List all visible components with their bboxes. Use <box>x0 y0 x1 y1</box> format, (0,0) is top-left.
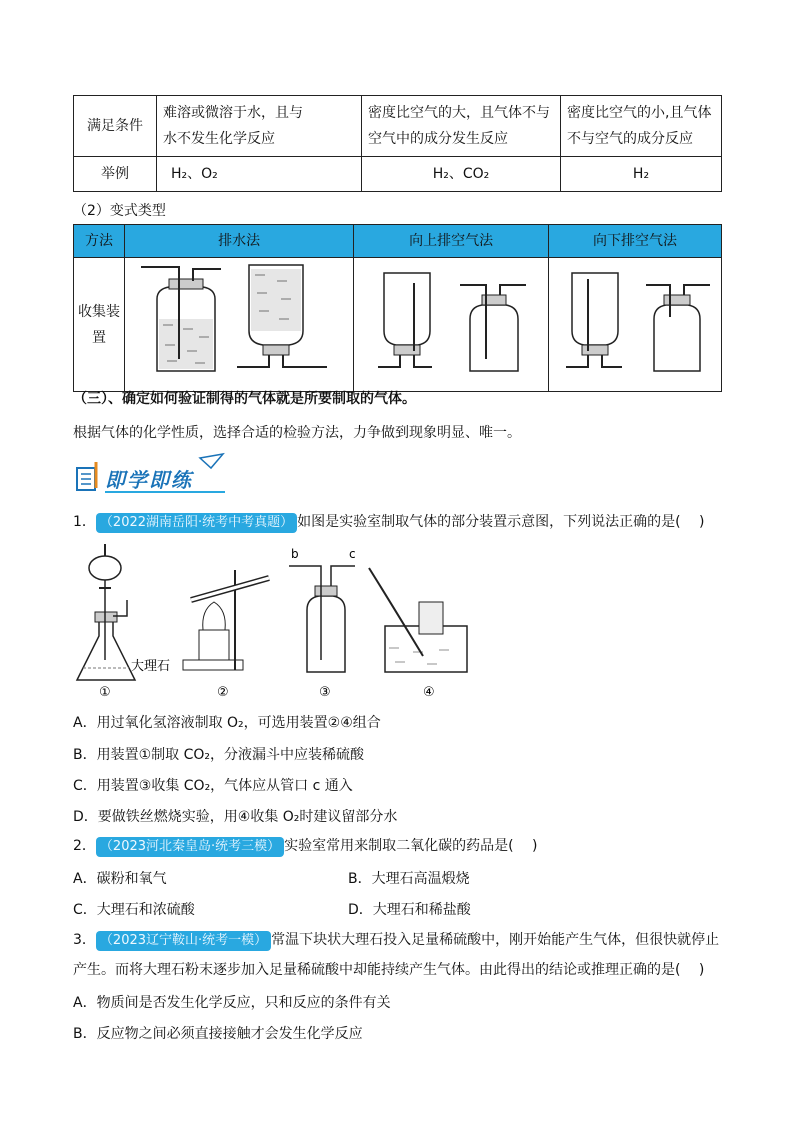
conditions-row <box>74 96 722 157</box>
cond-1-line1: 难溶或微溶于水，且与 <box>163 105 303 121</box>
device-label: 收集装置 <box>74 258 125 392</box>
condition-cell-2 <box>362 96 561 157</box>
method-downward-air: 向下排空气法 <box>549 225 722 258</box>
fig-label-3: ③ <box>319 685 331 700</box>
q2-number: 2． <box>73 838 96 854</box>
cond-2-line2: 空气中的成分发生反应 <box>368 131 508 147</box>
q3-text-line2: 产生。而将大理石粉末逐步加入足量稀硫酸中却能持续产生气体。由此得出的结论或推理正确的是( ) <box>73 962 705 978</box>
q1-text: 如图是实验室制取气体的部分装置示意图，下列说法正确的是( ) <box>297 514 705 530</box>
example-cell-2: H₂、CO₂ <box>362 157 561 192</box>
q3-number: 3． <box>73 932 96 948</box>
q1-option-b[interactable]: B．用装置①制取 CO₂，分液漏斗中应装稀硫酸 <box>73 747 365 763</box>
q2-option-b[interactable]: B．大理石高温煅烧 <box>348 871 470 887</box>
device-water-cell <box>125 258 354 392</box>
fig-label-b: b <box>291 547 299 561</box>
example-label: 举例 <box>74 157 157 192</box>
method-water-displacement: 排水法 <box>125 225 354 258</box>
practice-banner <box>75 452 235 494</box>
fig-marble-label: 大理石 <box>131 659 171 674</box>
section3-title: （三）、确定如何验证制得的气体就是所要制取的气体。 <box>73 391 416 407</box>
practice-banner-text: 即学即练 <box>105 468 193 492</box>
question-3-stem <box>73 928 733 952</box>
question-2-stem <box>73 834 733 858</box>
q1-option-d[interactable]: D．要做铁丝燃烧实验，用④收集 O₂时建议留部分水 <box>73 809 398 825</box>
q2-option-c[interactable]: C．大理石和浓硫酸 <box>73 902 195 918</box>
q3-source-tag: （2023辽宁鞍山·统考一模） <box>96 931 271 951</box>
fig-label-4: ④ <box>423 685 435 700</box>
upward-air-figure <box>356 259 546 381</box>
device-downward-cell <box>549 258 722 392</box>
collection-methods-table <box>73 224 722 392</box>
q1-option-a[interactable]: A．用过氧化氢溶液制取 O₂，可选用装置②④组合 <box>73 715 381 731</box>
example-cell-3: H₂ <box>561 157 722 192</box>
cond-2-line1: 密度比空气的大，且气体不与 <box>368 105 550 121</box>
q2-option-d[interactable]: D．大理石和稀盐酸 <box>348 902 471 918</box>
cond-1-line2: 水不发生化学反应 <box>163 131 275 147</box>
q2-text: 实验室常用来制取二氧化碳的药品是( ) <box>284 838 538 854</box>
condition-cell-3 <box>561 96 722 157</box>
condition-label: 满足条件 <box>74 96 157 157</box>
water-displacement-figure <box>129 259 349 381</box>
condition-cell-1 <box>157 96 362 157</box>
q1-apparatus-figure <box>73 540 473 700</box>
q1-source-tag: （2022湖南岳阳·统考中考真题） <box>96 513 297 533</box>
downward-air-figure <box>550 259 720 381</box>
q2-option-a[interactable]: A．碳粉和氧气 <box>73 871 167 887</box>
question-1-stem <box>73 510 733 534</box>
cond-3-line1: 密度比空气的小,且气体 <box>567 105 712 121</box>
fig-label-c: c <box>349 547 356 561</box>
device-upward-cell <box>354 258 549 392</box>
methods-header-row <box>74 225 722 258</box>
fig-label-2: ② <box>217 685 229 700</box>
q3-option-a[interactable]: A．物质间是否发生化学反应，只和反应的条件有关 <box>73 995 391 1011</box>
method-upward-air: 向上排空气法 <box>354 225 549 258</box>
q1-number: 1． <box>73 514 96 530</box>
q2-source-tag: （2023河北秦皇岛·统考三模） <box>96 837 284 857</box>
q1-option-c[interactable]: C．用装置③收集 CO₂，气体应从管口 c 通入 <box>73 778 353 794</box>
section2-title: （2）变式类型 <box>73 203 166 219</box>
example-cell-1: H₂、O₂ <box>157 157 362 192</box>
gas-conditions-table <box>73 95 722 192</box>
fig-label-1: ① <box>99 685 111 700</box>
q3-option-b[interactable]: B．反应物之间必须直接接触才会发生化学反应 <box>73 1026 363 1042</box>
method-label: 方法 <box>74 225 125 258</box>
section3-body: 根据气体的化学性质，选择合适的检验方法，力争做到现象明显、唯一。 <box>73 425 521 441</box>
devices-row <box>74 258 722 392</box>
cond-3-line2: 不与空气的成分反应 <box>567 131 693 147</box>
q3-text-line1: 常温下块状大理石投入足量稀硫酸中，刚开始能产生气体，但很快就停止 <box>271 932 720 948</box>
examples-row <box>74 157 722 192</box>
